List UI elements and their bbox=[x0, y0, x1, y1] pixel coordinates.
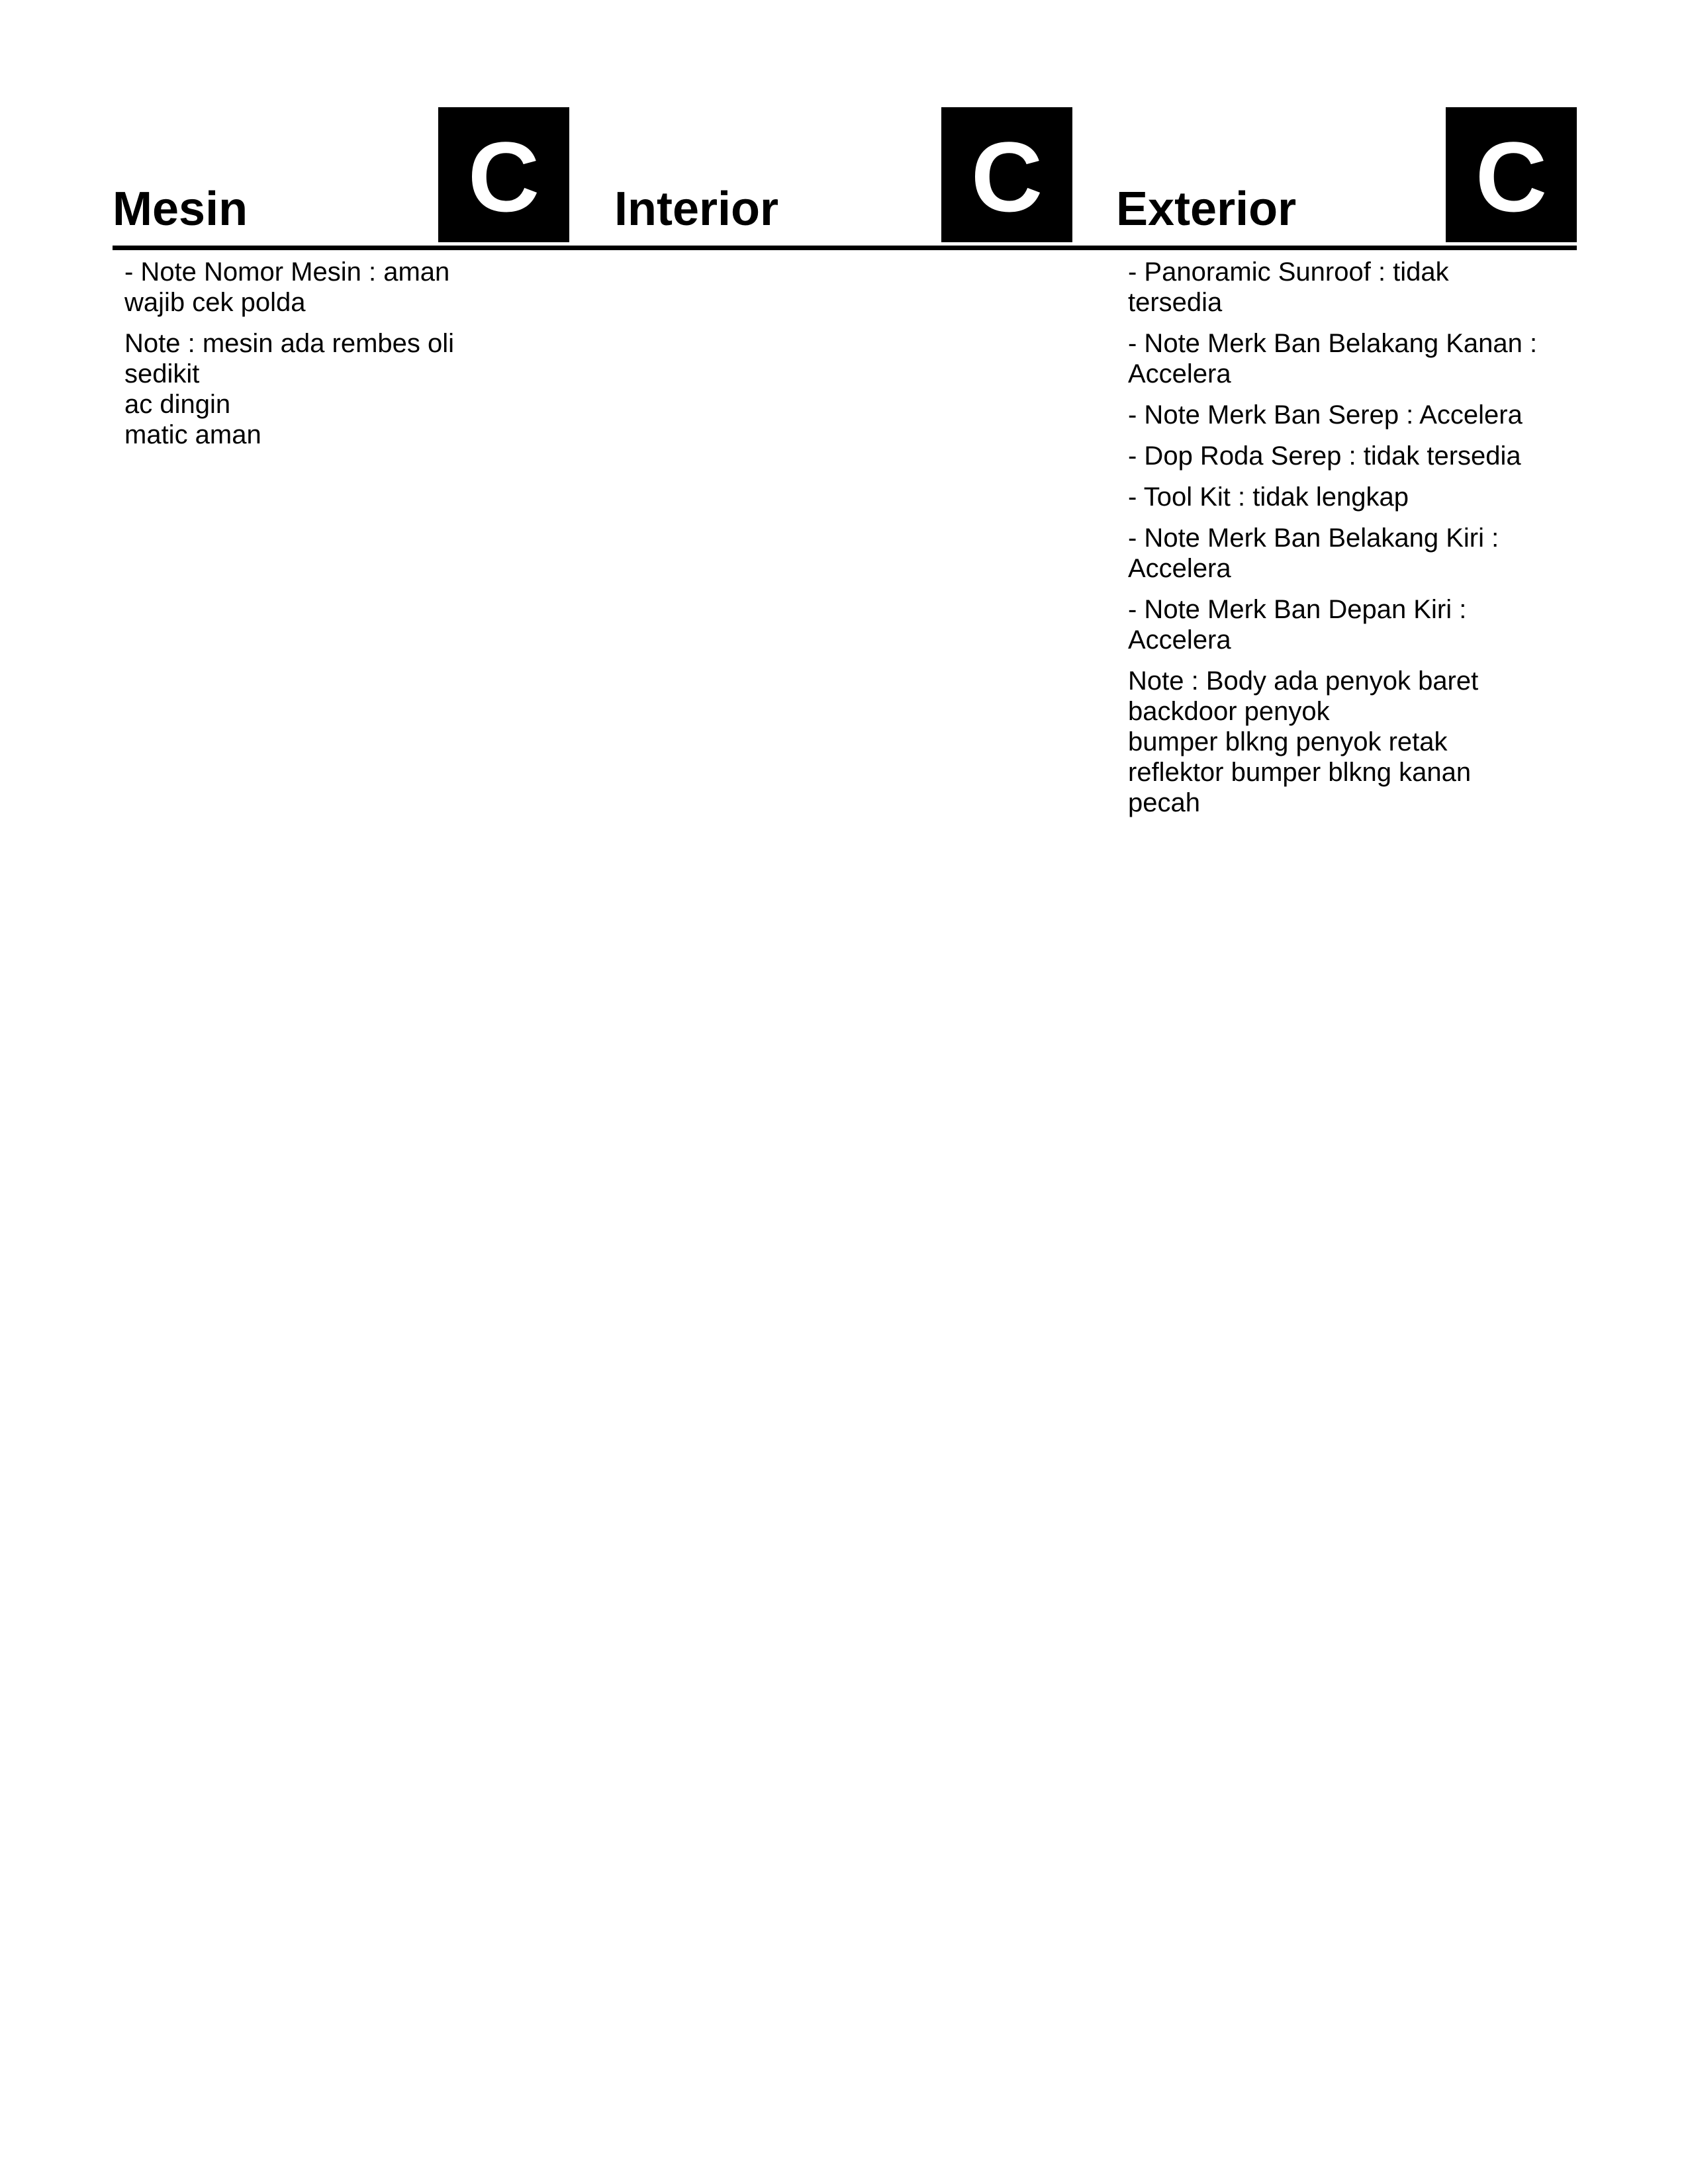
grade-badge: C bbox=[1446, 107, 1577, 242]
section-header bbox=[113, 107, 569, 246]
section-title: Mesin bbox=[113, 183, 248, 236]
note-item: - Note Merk Ban Belakang Kiri : Accelera bbox=[1128, 523, 1499, 583]
note-item: - Note Merk Ban Belakang Kanan : Accelera bbox=[1128, 329, 1538, 388]
note-item: - Note Merk Ban Serep : Accelera bbox=[1128, 400, 1523, 430]
section-mesin bbox=[113, 107, 569, 246]
note-item: Note : Body ada penyok baret backdoor penyok bumper blkng penyok retak reflektor bumper blkng kanan pecah bbox=[1128, 666, 1479, 817]
note-item: - Note Nomor Mesin : aman wajib cek polda bbox=[124, 257, 450, 317]
notes-exterior bbox=[1128, 257, 1578, 829]
header-divider bbox=[113, 246, 1577, 250]
note-item: - Panoramic Sunroof : tidak tersedia bbox=[1128, 257, 1449, 317]
notes-mesin bbox=[124, 257, 522, 461]
section-exterior bbox=[1116, 107, 1577, 246]
note-item: - Tool Kit : tidak lengkap bbox=[1128, 482, 1409, 512]
section-interior bbox=[614, 107, 1072, 246]
grade-badge: C bbox=[941, 107, 1072, 242]
section-header bbox=[614, 107, 1072, 246]
note-item: - Note Merk Ban Depan Kiri : Accelera bbox=[1128, 595, 1467, 655]
grade-badge: C bbox=[438, 107, 569, 242]
section-title: Exterior bbox=[1116, 183, 1297, 236]
note-item: Note : mesin ada rembes oli sedikit ac dingin matic aman bbox=[124, 329, 455, 449]
section-header bbox=[1116, 107, 1577, 246]
note-item: - Dop Roda Serep : tidak tersedia bbox=[1128, 441, 1521, 471]
section-title: Interior bbox=[614, 183, 779, 236]
